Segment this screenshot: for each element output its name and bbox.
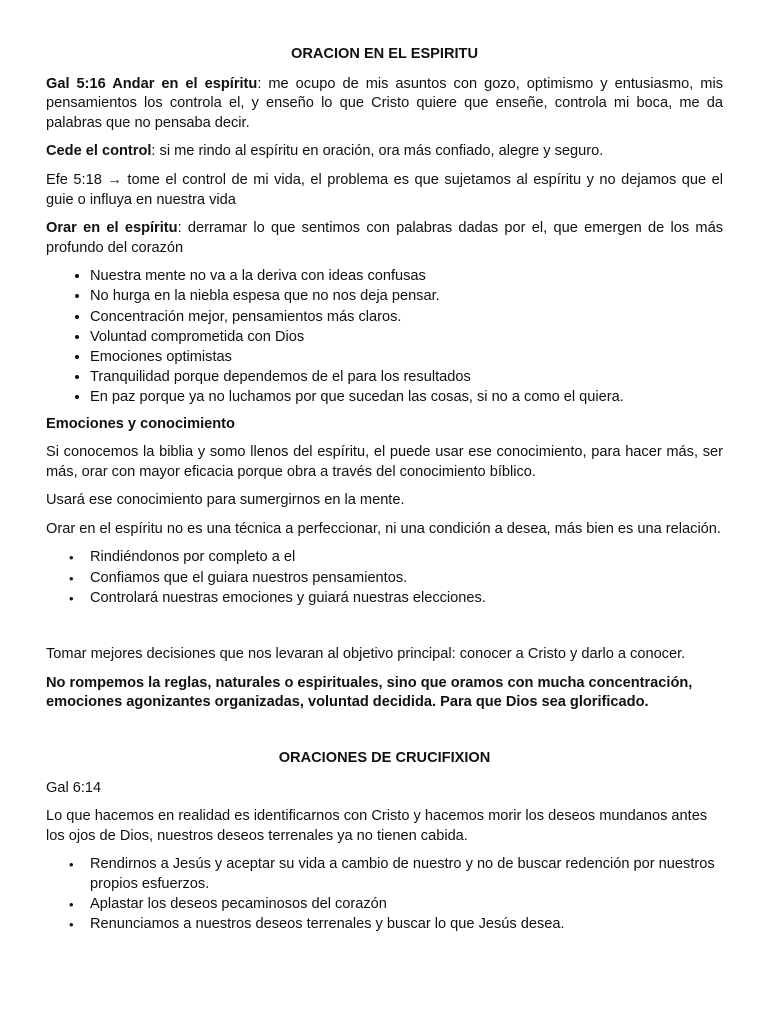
paragraph-label: Cede el control <box>46 143 152 160</box>
bold-text: No rompemos la reglas, naturales o espirituales, sino que oramos con mucha concentración, emociones agonizantes organizadas, voluntad decidida. Para que Dios sea glorificado. <box>46 674 693 711</box>
list-item: • Rendirnos a Jesús y aceptar su vida a cambio de nuestro y no de buscar redención por nuestros propios esfuerzos. <box>90 855 723 894</box>
paragraph-sumergirnos: Usará ese conocimiento para sumergirnos en la mente. <box>46 492 405 509</box>
paragraph-conocemos-la-biblia: Si conocemos la biblia y somo llenos del espíritu, el puede usar ese conocimiento, para hacer más, ser más, orar con mayor eficacia porque obra a través del conocimiento bíblico. <box>46 444 723 480</box>
paragraph-identificarnos-con-cristo: Lo que hacemos en realidad es identificarnos con Cristo y hacemos morir los deseos mundanos antes los ojos de Dios, nuestros deseos terrenales ya no tienen cabida. <box>46 808 708 844</box>
list-item: • Aplastar los deseos pecaminosos del corazón <box>90 895 723 915</box>
paragraph-gal-6-14: Gal 6:14 <box>46 779 102 796</box>
paragraph-label: Gal 5:16 Andar en el espíritu <box>46 75 258 92</box>
list-item: • Tranquilidad porque dependemos de el para los resultados <box>90 368 723 388</box>
heading-emociones-y-conocimiento <box>46 415 723 435</box>
list-item: • Voluntad comprometida con Dios <box>90 328 723 348</box>
paragraph-cede-el-control <box>46 142 723 162</box>
paragraph-text: : me ocupo de mis asuntos con gozo, optimismo y entusiasmo, mis pensamientos los controla el, y enseño lo que Cristo quiere que enseñe, controla mi boca, me da palabras que no pensaba decir. <box>46 75 723 131</box>
crucifixion-list <box>46 855 723 934</box>
paragraph-text: : derramar lo que sentimos con palabras dadas por el, que emergen de los más profundo del corazón <box>46 220 724 256</box>
heading-text: Emociones y conocimiento <box>46 415 235 432</box>
section-title-oraciones-de-crucifixion: ORACIONES DE CRUCIFIXION <box>278 750 491 767</box>
section-title-oracion-en-el-espiritu: ORACION EN EL ESPIRITU <box>290 46 479 62</box>
relationship-list <box>46 548 723 608</box>
benefits-list <box>46 267 723 407</box>
paragraph-label: Orar en el espíritu <box>46 220 178 237</box>
list-item: • Rindiéndonos por completo a el <box>90 548 723 568</box>
paragraph-orar-en-el-espiritu <box>46 219 723 258</box>
paragraph-gal-5-16 <box>46 75 723 134</box>
list-item: • Renunciamos a nuestros deseos terrenales y buscar lo que Jesús desea. <box>90 915 723 935</box>
paragraph-no-rompemos-las-reglas <box>46 674 723 713</box>
paragraph-mejores-decisiones: Tomar mejores decisiones que nos levaran al objetivo principal: conocer a Cristo y darlo a conocer. <box>46 646 686 663</box>
list-item: • Emociones optimistas <box>90 348 723 368</box>
list-item: • No hurga en la niebla espesa que no nos deja pensar. <box>90 287 723 307</box>
paragraph-text: : si me rindo al espíritu en oración, ora más confiado, alegre y seguro. <box>151 143 604 160</box>
spacer <box>46 615 723 645</box>
paragraph-efe-5-18: Efe 5:18 → tome el control de mi vida, el problema es que sujetamos al espíritu y no dejamos que el guie o influya en nuestra vida <box>46 171 723 208</box>
list-item: • En paz porque ya no luchamos por que sucedan las cosas, si no a como el quiera. <box>90 388 723 408</box>
list-item: • Concentración mejor, pensamientos más claros. <box>90 308 723 328</box>
list-item: • Controlará nuestras emociones y guiará nuestras elecciones. <box>90 589 723 609</box>
spacer <box>46 722 723 749</box>
paragraph-relacion: Orar en el espíritu no es una técnica a perfeccionar, ni una condición a desea, más bien es una relación. <box>46 520 721 537</box>
list-item: • Confiamos que el guiara nuestros pensamientos. <box>90 569 723 589</box>
list-item: • Nuestra mente no va a la deriva con ideas confusas <box>90 267 723 287</box>
